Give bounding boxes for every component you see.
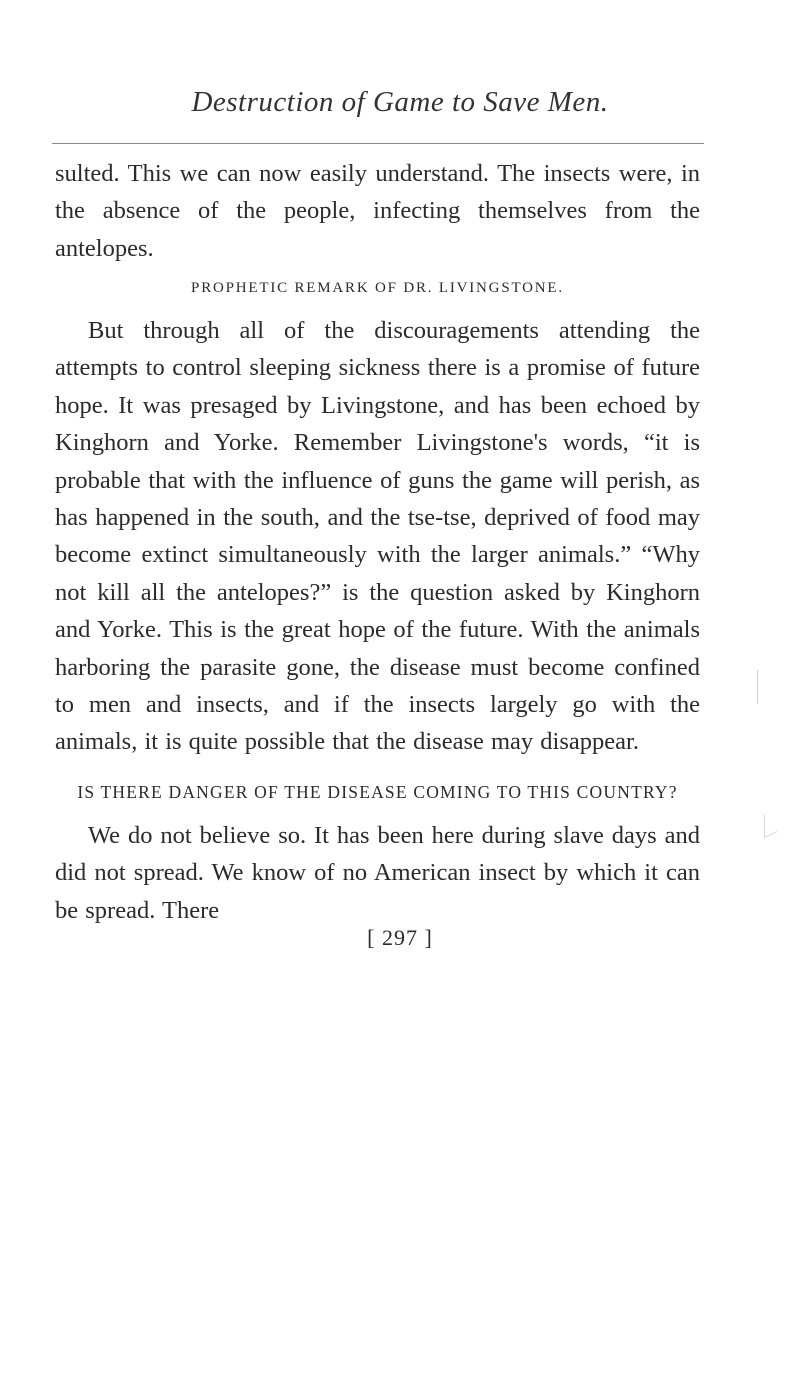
margin-mark <box>757 670 768 704</box>
section-heading-danger: IS THERE DANGER OF THE DISEASE COMING TO THIS COUNTRY? <box>77 782 678 802</box>
header-rule <box>52 143 704 144</box>
paragraph-1: sulted. This we can now easily understand. The insects were, in the absence of the people, infecting themselves from the antelopes. <box>55 160 700 262</box>
page-number: [ 297 ] <box>367 925 433 950</box>
running-head: Destruction of Game to Save Men. <box>191 86 609 118</box>
paragraph-3: We do not believe so. It has been here during slave days and did not spread. We know of no American insect by which it can be spread. There <box>55 822 700 924</box>
section-heading-prophetic-remark: PROPHETIC REMARK OF DR. LIVINGSTONE. <box>191 280 564 296</box>
paragraph-2: But through all of the discouragements attending the attempts to control sleeping sickness there is a promise of future hope. It was presaged by Livingstone, and has been echoed by Kinghorn and Yorke. Remember Livingstone's words, “it is probable that with the influence of guns the game will perish, as has happened in the south, and the tse-tse, deprived of food may become extinct simultaneously with the larger animals.” “Why not kill all the antelopes?” is the question asked by Kinghorn and Yorke. This is the great hope of the future. With the animals harboring the parasite gone, the disease must become confined to men and insects, and if the insects largely go with the animals, it is quite possible that the disease may disappear. <box>55 317 700 756</box>
margin-mark-2 <box>764 809 777 838</box>
